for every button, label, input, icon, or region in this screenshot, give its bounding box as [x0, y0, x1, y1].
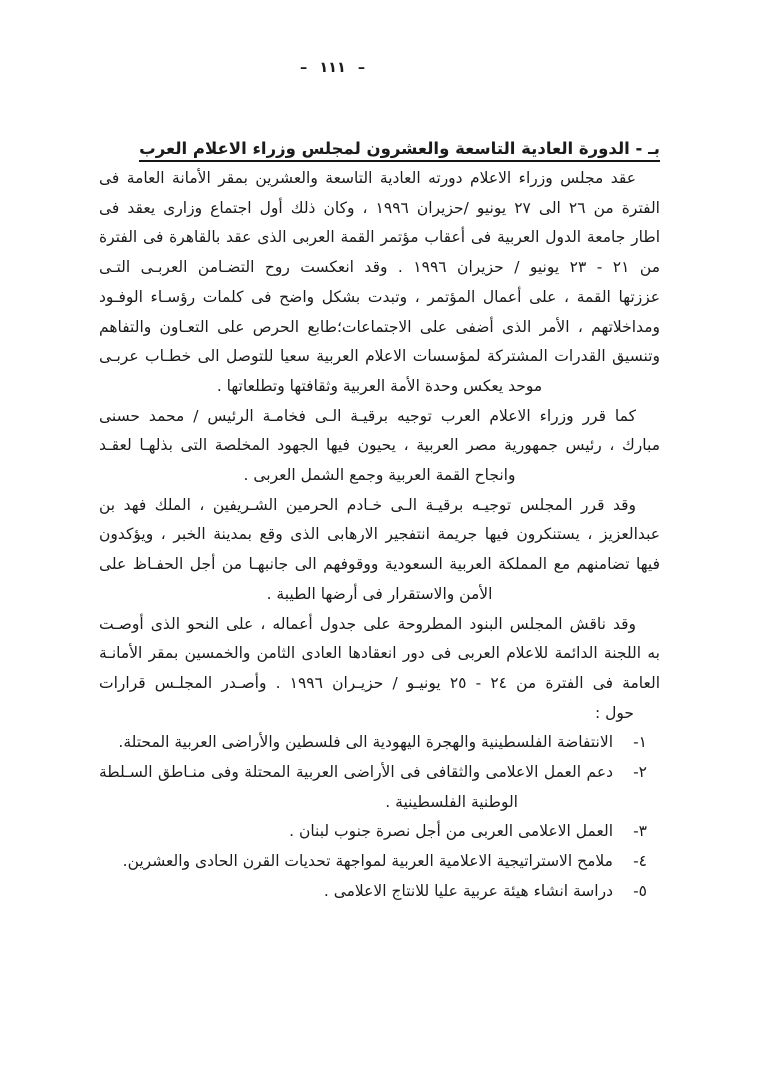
list-item	[99, 847, 660, 877]
list-item-number: ١-	[633, 733, 647, 752]
text-line: العمل الاعلامى العربى من أجل نصرة جنوب لبنان .	[289, 822, 613, 841]
list-item	[99, 817, 660, 847]
text-line: عقد مجلس وزراء الاعلام دورته العادية التاسعة والعشرين بمقر الأمانة العامة فى	[99, 169, 636, 187]
text-line: وقد ناقش المجلس البنود المطروحة على جدول أعماله ، على النحو الذى أوصـت	[99, 614, 636, 633]
page-number: – ١١١ –	[300, 60, 366, 76]
text-line: الأمن والاستقرار فى أرضها الطيبة .	[266, 584, 493, 603]
list-item-text	[99, 847, 613, 877]
text-line: وانجاح القمة العربية وجمع الشمل العربى .	[243, 466, 516, 485]
text-line: وقد قرر المجلس توجيـه برقيـة الـى خـادم الحرمين الشـريفين ، الملك فهد بن	[99, 495, 636, 514]
text-line: اطار جامعة الدول العربية فى أعقاب مؤتمر القمة العربى الذى عقد بالقاهرة فى الفترة	[99, 228, 660, 247]
text-line: عززتها القمة ، على أعمال المؤتمر ، وتبدت بشكل واضح فى كلمات رؤسـاء الوفـود	[99, 287, 660, 306]
section-heading	[99, 134, 660, 164]
text-line: دعم العمل الاعلامى والثقافى فى الأراضى العربية المحتلة وفى منـاطق السـلطة	[99, 763, 613, 782]
paragraph	[99, 402, 660, 491]
text-line: به اللجنة الدائمة للاعلام العربى فى دور انعقادها العادى الثامن والخمسين بمقر الأمانـة	[99, 644, 660, 663]
text-line: من ٢١ - ٢٣ يونيو / حزيران ١٩٩٦ . وقد انعكست روح التضـامن العربـى التـى	[99, 258, 661, 277]
section-heading-text: بـ - الدورة العادية التاسعة والعشرون لمجلس وزراء الاعلام العرب	[139, 139, 660, 162]
text-line: الانتفاضة الفلسطينية والهجرة اليهودية الى فلسطين والأراضى العربية المحتلة.	[118, 733, 613, 752]
page-content	[99, 134, 660, 907]
decisions-list	[99, 728, 660, 906]
list-item-number: ٥-	[633, 881, 647, 900]
list-item-text	[99, 817, 613, 847]
list-item-text	[99, 758, 613, 817]
text-line: موحد يعكس وحدة الأمة العربية وثقافتها وتطلعاتها .	[216, 376, 543, 395]
text-line: كما قرر وزراء الاعلام العرب توجيه برقيـة الـى فخامـة الرئيس / محمد حسنى	[99, 406, 636, 425]
paragraph	[99, 491, 660, 610]
text-line: وتنسيق القدرات المشتركة لمؤسسات الاعلام العربية سعيا للتوصل الى خطـاب عربـى	[99, 347, 660, 366]
body-paragraphs	[99, 164, 660, 728]
text-line: دراسة انشاء هيئة عربية عليا للانتاج الاعلامى .	[323, 881, 613, 900]
list-item	[99, 728, 660, 758]
paragraph	[99, 164, 660, 402]
list-item-text	[99, 728, 613, 758]
list-item-number: ٢-	[633, 763, 647, 782]
text-line: الوطنية الفلسطينية .	[385, 792, 518, 811]
text-line: عبدالعزيز ، يستنكرون فيها جريمة انتفجير الارهابى الذى وقع بمدينة الخبر ، ويؤكدون	[99, 525, 660, 544]
text-line: مبارك ، رئيس جمهورية مصر العربية ، يحيون فيها الجهود المخلصة التى بذلهـا لعقـد	[99, 436, 660, 455]
list-item-number: ٣-	[633, 822, 647, 841]
list-item-text	[99, 877, 613, 907]
text-line: العامة فى الفترة من ٢٤ - ٢٥ يونيـو / حزيـران ١٩٩٦ . وأصـدر المجلـس قرارات	[99, 673, 660, 692]
text-line: ملامح الاستراتيجية الاعلامية العربية لمواجهة تحديات القرن الحادى والعشرين.	[122, 852, 613, 871]
list-item	[99, 877, 660, 907]
list-item	[99, 758, 660, 817]
list-item-number: ٤-	[633, 852, 647, 871]
text-line: حول :	[595, 703, 634, 722]
text-line: ومداخلاتهم ، الأمر الذى أضفى على الاجتماعات؛طابع الحرص على التعـاون والتفاهم	[99, 317, 660, 336]
text-line: الفترة من ٢٦ الى ٢٧ يونيو /حزيران ١٩٩٦ ، وكان ذلك أول اجتماع وزارى يعقد فى	[99, 198, 660, 217]
paragraph	[99, 610, 660, 729]
text-line: فيها تضامنهم مع المملكة العربية السعودية ووقوفهم الى جانبهـا من أجل الحفـاظ على	[99, 555, 660, 574]
